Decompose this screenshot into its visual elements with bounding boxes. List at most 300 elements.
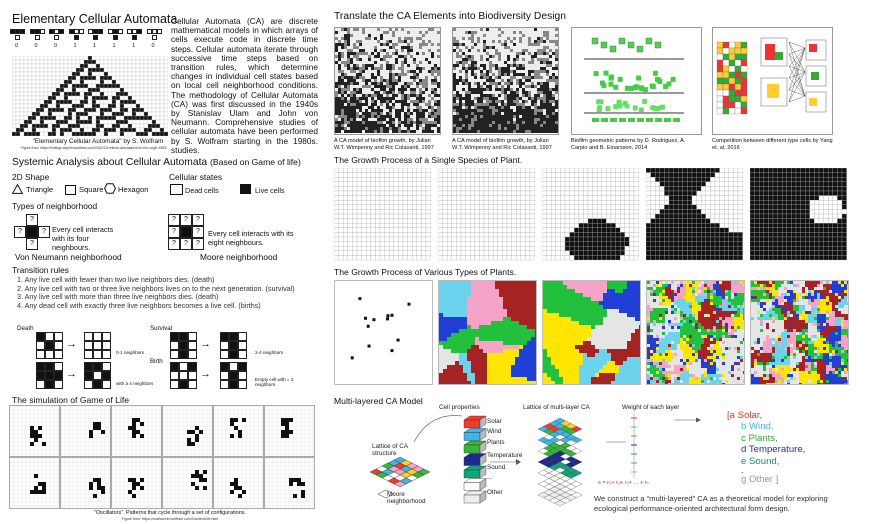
eca-cell bbox=[120, 100, 124, 104]
gol-cell bbox=[187, 442, 191, 446]
gol-panel bbox=[111, 457, 162, 509]
gol-cell bbox=[301, 482, 305, 486]
rule-note: 0-1 neighbors bbox=[116, 350, 145, 355]
eca-cell bbox=[48, 116, 52, 120]
gol-cell bbox=[38, 482, 42, 486]
eca-cell bbox=[24, 56, 28, 60]
eca-cell bbox=[76, 116, 80, 120]
eca-cell bbox=[72, 112, 76, 116]
gol-cell bbox=[289, 482, 293, 486]
gol-cell bbox=[230, 418, 234, 422]
eca-cell bbox=[144, 60, 148, 64]
eca-cell bbox=[144, 96, 148, 100]
eca-cell bbox=[40, 64, 44, 68]
rule-grid-cell bbox=[220, 332, 229, 341]
eca-cell bbox=[104, 72, 108, 76]
eca-cell bbox=[92, 112, 96, 116]
neighbor-cell: ? bbox=[192, 238, 204, 250]
eca-cell bbox=[20, 104, 24, 108]
eca-cell bbox=[148, 116, 152, 120]
eca-cell bbox=[148, 80, 152, 84]
eca-cell bbox=[148, 128, 152, 132]
eca-cell bbox=[12, 120, 16, 124]
eca-cell bbox=[140, 116, 144, 120]
eca-cell bbox=[56, 84, 60, 88]
eca-cell bbox=[148, 132, 152, 136]
rule-grid-cell bbox=[238, 332, 247, 341]
gol-cell bbox=[234, 418, 238, 422]
eca-cell bbox=[32, 92, 36, 96]
eca-cell bbox=[48, 100, 52, 104]
eca-cell bbox=[52, 120, 56, 124]
eca-cell bbox=[84, 92, 88, 96]
eca-cell bbox=[132, 116, 136, 120]
eca-cell bbox=[48, 88, 52, 92]
gol-cell bbox=[101, 486, 105, 490]
eca-cell bbox=[16, 68, 20, 72]
rule-grid-cell bbox=[36, 371, 45, 380]
eca-cell bbox=[76, 80, 80, 84]
eca-cell bbox=[60, 108, 64, 112]
gol-cell bbox=[93, 426, 97, 430]
eca-cell bbox=[144, 92, 148, 96]
eca-cell bbox=[124, 92, 128, 96]
eca-cell bbox=[108, 92, 112, 96]
eca-cell bbox=[124, 84, 128, 88]
eca-cell bbox=[72, 68, 76, 72]
gol-cell bbox=[238, 494, 242, 498]
eca-cell bbox=[120, 64, 124, 68]
eca-cell bbox=[108, 88, 112, 92]
gol-cell bbox=[234, 482, 238, 486]
gol-cell bbox=[234, 486, 238, 490]
eca-cell bbox=[160, 132, 164, 136]
eca-cell bbox=[56, 128, 60, 132]
eca-cell bbox=[80, 92, 84, 96]
eca-cell bbox=[116, 80, 120, 84]
eca-cell bbox=[60, 92, 64, 96]
eca-cell bbox=[80, 104, 84, 108]
eca-cell bbox=[80, 76, 84, 80]
eca-cell bbox=[132, 80, 136, 84]
rule-grid-cell bbox=[220, 380, 229, 389]
eca-cell bbox=[152, 64, 156, 68]
eca-cell bbox=[100, 116, 104, 120]
eca-cell bbox=[156, 116, 160, 120]
eca-cell bbox=[148, 64, 152, 68]
eca-cell bbox=[72, 108, 76, 112]
eca-cell bbox=[36, 56, 40, 60]
competition-image bbox=[712, 27, 833, 135]
eca-cell bbox=[72, 124, 76, 128]
gol-cell bbox=[89, 434, 93, 438]
eca-cell bbox=[164, 96, 168, 100]
eca-cell bbox=[40, 120, 44, 124]
rule-note: 2-4 neighbors bbox=[255, 350, 284, 355]
gol-cell bbox=[140, 434, 144, 438]
gol-cell bbox=[38, 434, 42, 438]
eca-cell bbox=[100, 64, 104, 68]
eca-cell bbox=[148, 124, 152, 128]
dead-cell-swatch bbox=[170, 184, 183, 195]
species-panel bbox=[750, 280, 849, 385]
eca-cell bbox=[64, 76, 68, 80]
eca-cell bbox=[144, 72, 148, 76]
eca-cell bbox=[64, 72, 68, 76]
eca-cell bbox=[92, 56, 96, 60]
layer-other: g Other ] bbox=[741, 474, 779, 486]
eca-cell bbox=[60, 116, 64, 120]
neighbor-cell: ? bbox=[168, 214, 180, 226]
rule-grid bbox=[170, 362, 197, 389]
eca-cell bbox=[156, 100, 160, 104]
rule-grid-cell bbox=[93, 371, 102, 380]
eca-cell bbox=[108, 116, 112, 120]
eca-cell bbox=[136, 104, 140, 108]
eca-cell bbox=[92, 128, 96, 132]
gol-cell bbox=[293, 494, 297, 498]
eca-cell bbox=[96, 96, 100, 100]
eca-cell bbox=[156, 124, 160, 128]
eca-triangle-figure bbox=[12, 56, 168, 136]
rule-grid-cell bbox=[45, 341, 54, 350]
rule-grid-cell bbox=[220, 350, 229, 359]
eca-cell bbox=[136, 132, 140, 136]
eca-cell bbox=[60, 64, 64, 68]
eca-cell bbox=[96, 84, 100, 88]
von-neumann-text: Every cell interacts with its four neighbours. bbox=[52, 225, 114, 252]
noise-drawing bbox=[453, 28, 558, 134]
gol-cell bbox=[89, 430, 93, 434]
rule-grid-cell bbox=[179, 350, 188, 359]
eca-cell bbox=[16, 104, 20, 108]
prop-plants: Plants bbox=[487, 439, 505, 446]
eca-cell bbox=[160, 76, 164, 80]
eca-cell bbox=[16, 84, 20, 88]
eca-cell bbox=[36, 60, 40, 64]
eca-cell bbox=[104, 76, 108, 80]
eca-cell bbox=[64, 112, 68, 116]
systemic-note: (Based on Game of life) bbox=[210, 157, 301, 167]
rule-cell bbox=[137, 29, 142, 34]
eca-cell bbox=[68, 96, 72, 100]
layer-sound: e Sound, bbox=[741, 455, 780, 467]
eca-cell bbox=[80, 108, 84, 112]
eca-cell bbox=[24, 60, 28, 64]
eca-cell bbox=[96, 124, 100, 128]
eca-cell bbox=[44, 128, 48, 132]
gol-cell bbox=[132, 494, 136, 498]
eca-cell bbox=[52, 64, 56, 68]
eca-cell bbox=[124, 112, 128, 116]
eca-cell bbox=[120, 84, 124, 88]
eca-cell bbox=[20, 60, 24, 64]
eca-cell bbox=[48, 120, 52, 124]
eca-cell bbox=[152, 88, 156, 92]
eca-cell bbox=[164, 112, 168, 116]
eca-cell bbox=[52, 88, 56, 92]
gol-panel bbox=[60, 405, 111, 457]
eca-cell bbox=[152, 132, 156, 136]
eca-cell bbox=[116, 88, 120, 92]
eca-cell bbox=[100, 124, 104, 128]
eca-cell bbox=[32, 128, 36, 132]
eca-cell bbox=[32, 96, 36, 100]
layer-more: . bbox=[741, 465, 744, 477]
eca-cell bbox=[64, 100, 68, 104]
eca-cell bbox=[56, 80, 60, 84]
rule-label-birth: Birth bbox=[150, 358, 163, 365]
eca-cell bbox=[136, 68, 140, 72]
eca-cell bbox=[132, 56, 136, 60]
gol-cell bbox=[195, 486, 199, 490]
gol-cell bbox=[203, 478, 207, 482]
eca-cell bbox=[52, 96, 56, 100]
eca-cell bbox=[88, 96, 92, 100]
eca-cell bbox=[80, 80, 84, 84]
gol-cell bbox=[132, 422, 136, 426]
eca-cell bbox=[116, 120, 120, 124]
growth-panel bbox=[334, 168, 432, 261]
eca-cell bbox=[160, 60, 164, 64]
eca-cell bbox=[48, 96, 52, 100]
eca-cell bbox=[108, 60, 112, 64]
dead-cell-label: Dead cells bbox=[185, 186, 219, 195]
eca-cell bbox=[112, 76, 116, 80]
eca-cell bbox=[140, 84, 144, 88]
eca-cell bbox=[164, 80, 168, 84]
eca-cell bbox=[156, 76, 160, 80]
eca-cell bbox=[92, 108, 96, 112]
eca-cell bbox=[88, 120, 92, 124]
eca-cell bbox=[128, 96, 132, 100]
eca-cell bbox=[104, 124, 108, 128]
eca-cell bbox=[116, 100, 120, 104]
eca-cell bbox=[124, 64, 128, 68]
arrow-icon: → bbox=[66, 338, 77, 350]
eca-cell bbox=[92, 124, 96, 128]
eca-cell bbox=[156, 80, 160, 84]
rule-grid-cell bbox=[220, 341, 229, 350]
biofilm-pattern-drawing bbox=[572, 28, 701, 134]
eca-cell bbox=[128, 88, 132, 92]
rule-note: Empty cell with = 3 neighbors bbox=[255, 377, 294, 388]
eca-cell bbox=[148, 104, 152, 108]
gol-panel bbox=[60, 457, 111, 509]
rule-grid-cell bbox=[45, 362, 54, 371]
single-species-panels bbox=[334, 168, 874, 262]
rule-grid-cell bbox=[179, 332, 188, 341]
eca-cell bbox=[112, 132, 116, 136]
gol-cell bbox=[97, 486, 101, 490]
eca-cell bbox=[144, 100, 148, 104]
eca-cell bbox=[64, 92, 68, 96]
rule-grid-cell bbox=[45, 380, 54, 389]
rule-bit: 0 bbox=[34, 43, 38, 49]
eca-cell bbox=[84, 72, 88, 76]
gol-cell bbox=[128, 478, 132, 482]
eca-cell bbox=[76, 60, 80, 64]
eca-cell bbox=[80, 120, 84, 124]
eca-cell bbox=[96, 88, 100, 92]
eca-cell bbox=[40, 128, 44, 132]
eca-cell bbox=[60, 88, 64, 92]
rule-grid-cell bbox=[54, 341, 63, 350]
eca-cell bbox=[20, 64, 24, 68]
eca-cell bbox=[108, 64, 112, 68]
eca-cell bbox=[28, 88, 32, 92]
eca-cell bbox=[156, 112, 160, 116]
eca-cell bbox=[164, 120, 168, 124]
eca-cell bbox=[20, 68, 24, 72]
eca-cell bbox=[100, 100, 104, 104]
eca-cell bbox=[100, 88, 104, 92]
arrow-icon: → bbox=[200, 338, 211, 350]
rule-grid-cell bbox=[170, 380, 179, 389]
eca-cell bbox=[24, 104, 28, 108]
rule-grid-cell bbox=[36, 332, 45, 341]
eca-cell bbox=[104, 88, 108, 92]
eca-cell bbox=[32, 84, 36, 88]
rule-grid-cell bbox=[45, 371, 54, 380]
eca-cell bbox=[152, 96, 156, 100]
gol-cell bbox=[195, 470, 199, 474]
eca-cell bbox=[108, 108, 112, 112]
eca-cell bbox=[108, 68, 112, 72]
gol-cell bbox=[136, 482, 140, 486]
eca-cell bbox=[40, 60, 44, 64]
eca-cell bbox=[24, 112, 28, 116]
eca-cell bbox=[104, 84, 108, 88]
eca-cell bbox=[12, 84, 16, 88]
species-panel bbox=[438, 280, 537, 385]
eca-cell bbox=[124, 100, 128, 104]
eca-cell bbox=[12, 88, 16, 92]
gol-cell bbox=[34, 438, 38, 442]
translate-title: Translate the CA Elements into Biodiversity Design bbox=[334, 11, 566, 22]
eca-cell bbox=[20, 84, 24, 88]
rule-grid-cell bbox=[170, 332, 179, 341]
eca-cell bbox=[156, 120, 160, 124]
weight-formula: s = r₀+ r₁+ r₂+ ... + rₙ bbox=[598, 480, 649, 486]
eca-cell bbox=[88, 84, 92, 88]
rule-grid-cell bbox=[170, 350, 179, 359]
eca-cell bbox=[36, 76, 40, 80]
gol-cell bbox=[34, 474, 38, 478]
rule-grid bbox=[220, 332, 247, 359]
eca-cell bbox=[92, 92, 96, 96]
rule-grid-cell bbox=[84, 380, 93, 389]
eca-cell bbox=[112, 96, 116, 100]
gol-source: Figure from: https://mathworld.wolfram.com/GameofLife.html bbox=[121, 517, 219, 521]
eca-cell bbox=[28, 60, 32, 64]
rules-list bbox=[17, 276, 317, 311]
neighbor-cell: ? bbox=[180, 238, 192, 250]
eca-cell bbox=[56, 72, 60, 76]
eca-cell bbox=[16, 96, 20, 100]
eca-cell bbox=[52, 124, 56, 128]
eca-cell bbox=[144, 56, 148, 60]
eca-cell bbox=[76, 112, 80, 116]
eca-cell bbox=[52, 80, 56, 84]
prop-other: Other bbox=[487, 489, 503, 496]
eca-cell bbox=[16, 88, 20, 92]
neighbor-cell: ? bbox=[26, 214, 38, 226]
eca-cell bbox=[80, 84, 84, 88]
eca-cell bbox=[144, 76, 148, 80]
eca-cell bbox=[64, 56, 68, 60]
eca-cell bbox=[64, 124, 68, 128]
eca-cell bbox=[116, 112, 120, 116]
eca-cell bbox=[124, 76, 128, 80]
rule-label-death: Death bbox=[17, 325, 34, 332]
rules-heading: Transition rules bbox=[12, 265, 69, 275]
eca-cell bbox=[100, 96, 104, 100]
eca-cell bbox=[72, 72, 76, 76]
eca-cell bbox=[32, 132, 36, 136]
eca-cell bbox=[132, 120, 136, 124]
eca-cell bbox=[12, 76, 16, 80]
eca-cell bbox=[156, 104, 160, 108]
eca-cell bbox=[152, 92, 156, 96]
eca-cell bbox=[12, 60, 16, 64]
eca-cell bbox=[112, 112, 116, 116]
eca-cell bbox=[60, 80, 64, 84]
eca-cell bbox=[128, 64, 132, 68]
eca-cell bbox=[60, 112, 64, 116]
eca-cell bbox=[120, 68, 124, 72]
gol-cell bbox=[89, 486, 93, 490]
eca-cell bbox=[48, 64, 52, 68]
eca-cell bbox=[116, 96, 120, 100]
rule-grid-cell bbox=[229, 362, 238, 371]
eca-cell bbox=[156, 64, 160, 68]
gol-cell bbox=[132, 430, 136, 434]
rule-grid-cell bbox=[54, 332, 63, 341]
eca-cell bbox=[156, 84, 160, 88]
eca-cell bbox=[96, 80, 100, 84]
eca-cell bbox=[152, 108, 156, 112]
eca-cell bbox=[128, 132, 132, 136]
eca-cell bbox=[28, 120, 32, 124]
eca-cell bbox=[88, 72, 92, 76]
eca-cell bbox=[76, 104, 80, 108]
eca-cell bbox=[68, 76, 72, 80]
eca-cell bbox=[116, 132, 120, 136]
eca-cell bbox=[132, 124, 136, 128]
eca-cell bbox=[44, 68, 48, 72]
intro-text: Cellular Automata (CA) are discrete mathematical models in which arrays of cells execute code in discrete time steps. Cellular automata iterate through successive time steps based on transition rules, which determine changes in individual cell states based on local cell neighborhood conditions. The methodology of Cellular Automata (CA) was first discussed in the 1940s by Stanislav Ulam and John von Neumann. Comprehensive studies of cellular automata have been performed by S. Wolfram starting in the 1980s. studies. bbox=[171, 16, 318, 155]
eca-cell bbox=[144, 108, 148, 112]
eca-cell bbox=[108, 120, 112, 124]
eca-cell bbox=[20, 72, 24, 76]
eca-cell bbox=[112, 84, 116, 88]
eca-cell bbox=[56, 96, 60, 100]
eca-cell bbox=[36, 112, 40, 116]
eca-cell bbox=[120, 132, 124, 136]
eca-cell bbox=[28, 56, 32, 60]
eca-cell bbox=[56, 124, 60, 128]
moore-label: Moore neighborhood bbox=[200, 252, 278, 262]
eca-cell bbox=[160, 68, 164, 72]
eca-cell bbox=[36, 132, 40, 136]
von-neumann-label: Von Neumann neighborhood bbox=[15, 252, 122, 262]
rule-grid-cell bbox=[179, 371, 188, 380]
eca-cell bbox=[16, 64, 20, 68]
eca-cell bbox=[76, 96, 80, 100]
rule-grid-cell bbox=[93, 380, 102, 389]
eca-cell bbox=[136, 116, 140, 120]
